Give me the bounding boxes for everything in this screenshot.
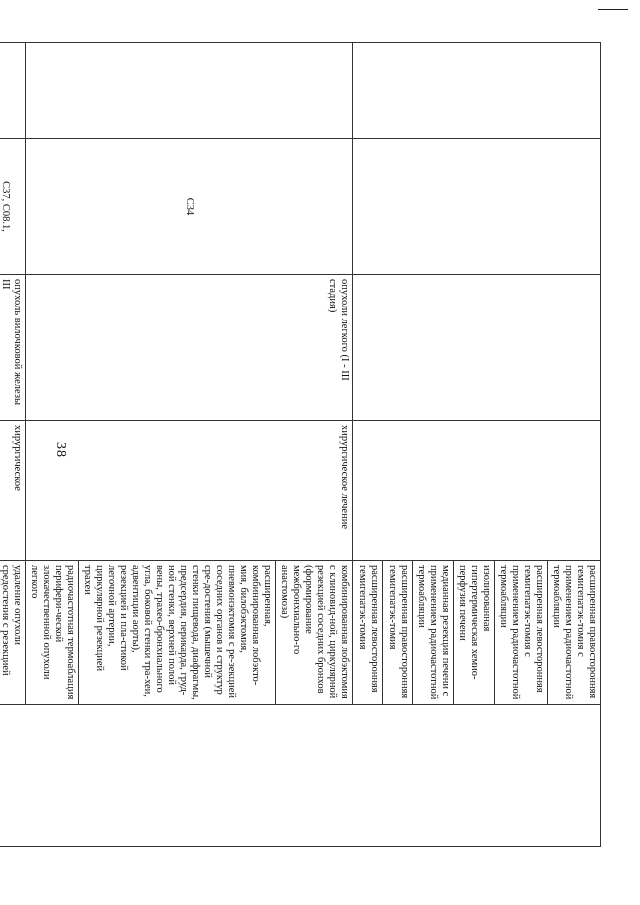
procedures-table	[0, 42, 601, 847]
code-cell: C34	[26, 139, 353, 275]
col1-cell	[353, 43, 601, 139]
method-cell: расширенная левосторонняя гемигепатэк-томия	[353, 561, 383, 705]
method-cell: расширенная правосторонняя гемигепатэк-томия с применением радиочастотной термоабляции	[548, 561, 601, 705]
diagnosis-cell: опухоль вилочковой железы III	[0, 275, 26, 421]
col1-cell	[26, 43, 353, 139]
col1-cell	[0, 43, 26, 139]
treatment-type-cell: хирургическое	[0, 421, 26, 561]
diagnosis-cell: опухоли легкого (I - III стадия)	[26, 275, 353, 421]
treatment-type-cell: хирургическое лечение	[26, 421, 353, 561]
table-row	[548, 43, 601, 847]
method-cell: расширенная левосторонняя гемигепатэк-томия с применением радиочастотной термоабляции	[495, 561, 548, 705]
method-cell: удаление опухоли средостения с резекцией	[0, 561, 26, 705]
method-cell: медианная резекция печени с применением радиочастотной термоабляции	[413, 561, 454, 705]
treatment-type-cell	[353, 421, 601, 561]
page-number: 38	[53, 442, 68, 458]
code-cell: C37, C08.1,	[0, 139, 26, 275]
method-cell: расширенная правосторонняя гемигепатэк-томия	[383, 561, 413, 705]
header-rule	[598, 9, 628, 10]
method-cell: расширенная, комбинированная лобэкто-мия, билобэктомия, пневмонэктомия с ре-зекцией соседних органов и структур сре-достения (мышечной стенки пищевода, диафрагмы, предсердия, перикарда, груд-ной стенки, верхней полой вены, трахео-бронхиального угла, боковой стенки тра-хеи, адвентиции аорты), резекцией и пла-стикой легочной артерии, циркулярной резекцией трахеи	[79, 561, 276, 705]
col6-cell	[0, 705, 601, 847]
method-cell: комбинированная лобэктомия с клиновид-ной, циркулярной резекцией соседних бронхов (формирование межбронхиально-го анастомоза)	[276, 561, 353, 705]
method-cell: радиочастотная термоаблация перифери-ческой злокачественной опухоли легкого	[26, 561, 79, 705]
diagnosis-cell	[353, 275, 601, 421]
code-cell	[353, 139, 601, 275]
method-cell: изолированная гипертермическая хемио-перфузия печени	[454, 561, 495, 705]
